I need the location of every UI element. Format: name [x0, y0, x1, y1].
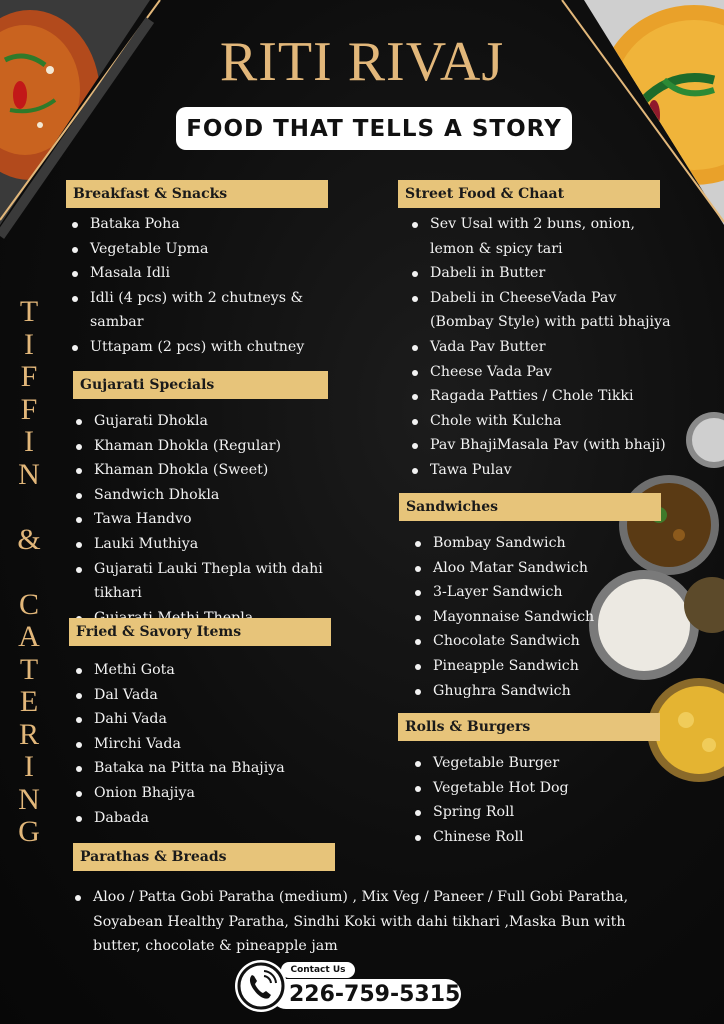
list-item: Dabeli in CheeseVada Pav (Bombay Style) with patti bhajiya [410, 286, 672, 335]
list-gujarati [74, 409, 374, 630]
section-title-parathas: Parathas & Breads [73, 843, 335, 871]
list-breakfast [70, 212, 320, 360]
list-item: Methi Gota [74, 658, 354, 683]
list-item: Mirchi Vada [74, 732, 354, 757]
list-item: Idli (4 pcs) with 2 chutneys & sambar [70, 286, 320, 335]
list-item: Gujarati Lauki Thepla with dahi tikhari [74, 557, 374, 606]
list-item: Tawa Handvo [74, 507, 374, 532]
list-item: Pineapple Sandwich [413, 654, 633, 679]
list-item: Khaman Dhokla (Sweet) [74, 458, 374, 483]
list-item: Dabeli in Butter [410, 261, 672, 286]
list-street-food [410, 212, 672, 483]
section-title-fried: Fried & Savory Items [69, 618, 331, 646]
list-item: Chocolate Sandwich [413, 629, 633, 654]
section-title-sandwiches: Sandwiches [399, 493, 661, 521]
list-item: Bombay Sandwich [413, 531, 633, 556]
list-item: Dal Vada [74, 683, 354, 708]
list-item: Onion Bhajiya [74, 781, 354, 806]
list-item: Bataka Poha [70, 212, 320, 237]
list-item: Aloo Matar Sandwich [413, 556, 633, 581]
list-item: Sandwich Dhokla [74, 483, 374, 508]
tagline-banner: FOOD THAT TELLS A STORY [176, 107, 572, 150]
list-sandwiches [413, 531, 633, 703]
list-item: Chole with Kulcha [410, 409, 672, 434]
list-parathas [73, 885, 673, 959]
tiffin-catering-vertical-text: T I F F I N & C A T E R I N G [17, 295, 41, 848]
section-title-breakfast: Breakfast & Snacks [66, 180, 328, 208]
brand-title: RITI RIVAJ [219, 31, 505, 93]
list-rolls [413, 751, 633, 849]
list-item: Khaman Dhokla (Regular) [74, 434, 374, 459]
list-fried [74, 658, 354, 830]
section-title-street-food: Street Food & Chaat [398, 180, 660, 208]
list-item: Vegetable Burger [413, 751, 633, 776]
contact-us-button[interactable] [235, 960, 463, 1012]
list-item: Cheese Vada Pav [410, 360, 672, 385]
list-item: Spring Roll [413, 800, 633, 825]
section-title-gujarati: Gujarati Specials [73, 371, 328, 399]
list-item: Vegetable Upma [70, 237, 320, 262]
list-item: Bataka na Pitta na Bhajiya [74, 756, 354, 781]
list-item: Mayonnaise Sandwich [413, 605, 633, 630]
list-item: Aloo / Patta Gobi Paratha (medium) , Mix Veg / Paneer / Full Gobi Paratha, Soyabean Healthy Paratha, Sindhi Koki with dahi tikhari ,Maska Bun with butter, chocolate & pineapple jam [73, 885, 673, 959]
list-item: Chinese Roll [413, 825, 633, 850]
list-item: Vegetable Hot Dog [413, 776, 633, 801]
list-item: Tawa Pulav [410, 458, 672, 483]
list-item: 3-Layer Sandwich [413, 580, 633, 605]
list-item: Sev Usal with 2 buns, onion, lemon & spicy tari [410, 212, 672, 261]
list-item: Ghughra Sandwich [413, 679, 633, 704]
list-item: Uttapam (2 pcs) with chutney [70, 335, 320, 360]
list-item: Dabada [74, 806, 354, 831]
list-item: Pav BhajiMasala Pav (with bhaji) [410, 433, 672, 458]
contact-us-label: Contact Us [281, 962, 355, 978]
list-item: Gujarati Dhokla [74, 409, 374, 434]
list-item: Masala Idli [70, 261, 320, 286]
phone-icon [235, 960, 287, 1012]
section-title-rolls: Rolls & Burgers [398, 713, 660, 741]
phone-number[interactable]: 226-759-5315 [289, 981, 461, 1007]
list-item: Lauki Muthiya [74, 532, 374, 557]
list-item: Ragada Patties / Chole Tikki [410, 384, 672, 409]
list-item: Dahi Vada [74, 707, 354, 732]
list-item: Vada Pav Butter [410, 335, 672, 360]
